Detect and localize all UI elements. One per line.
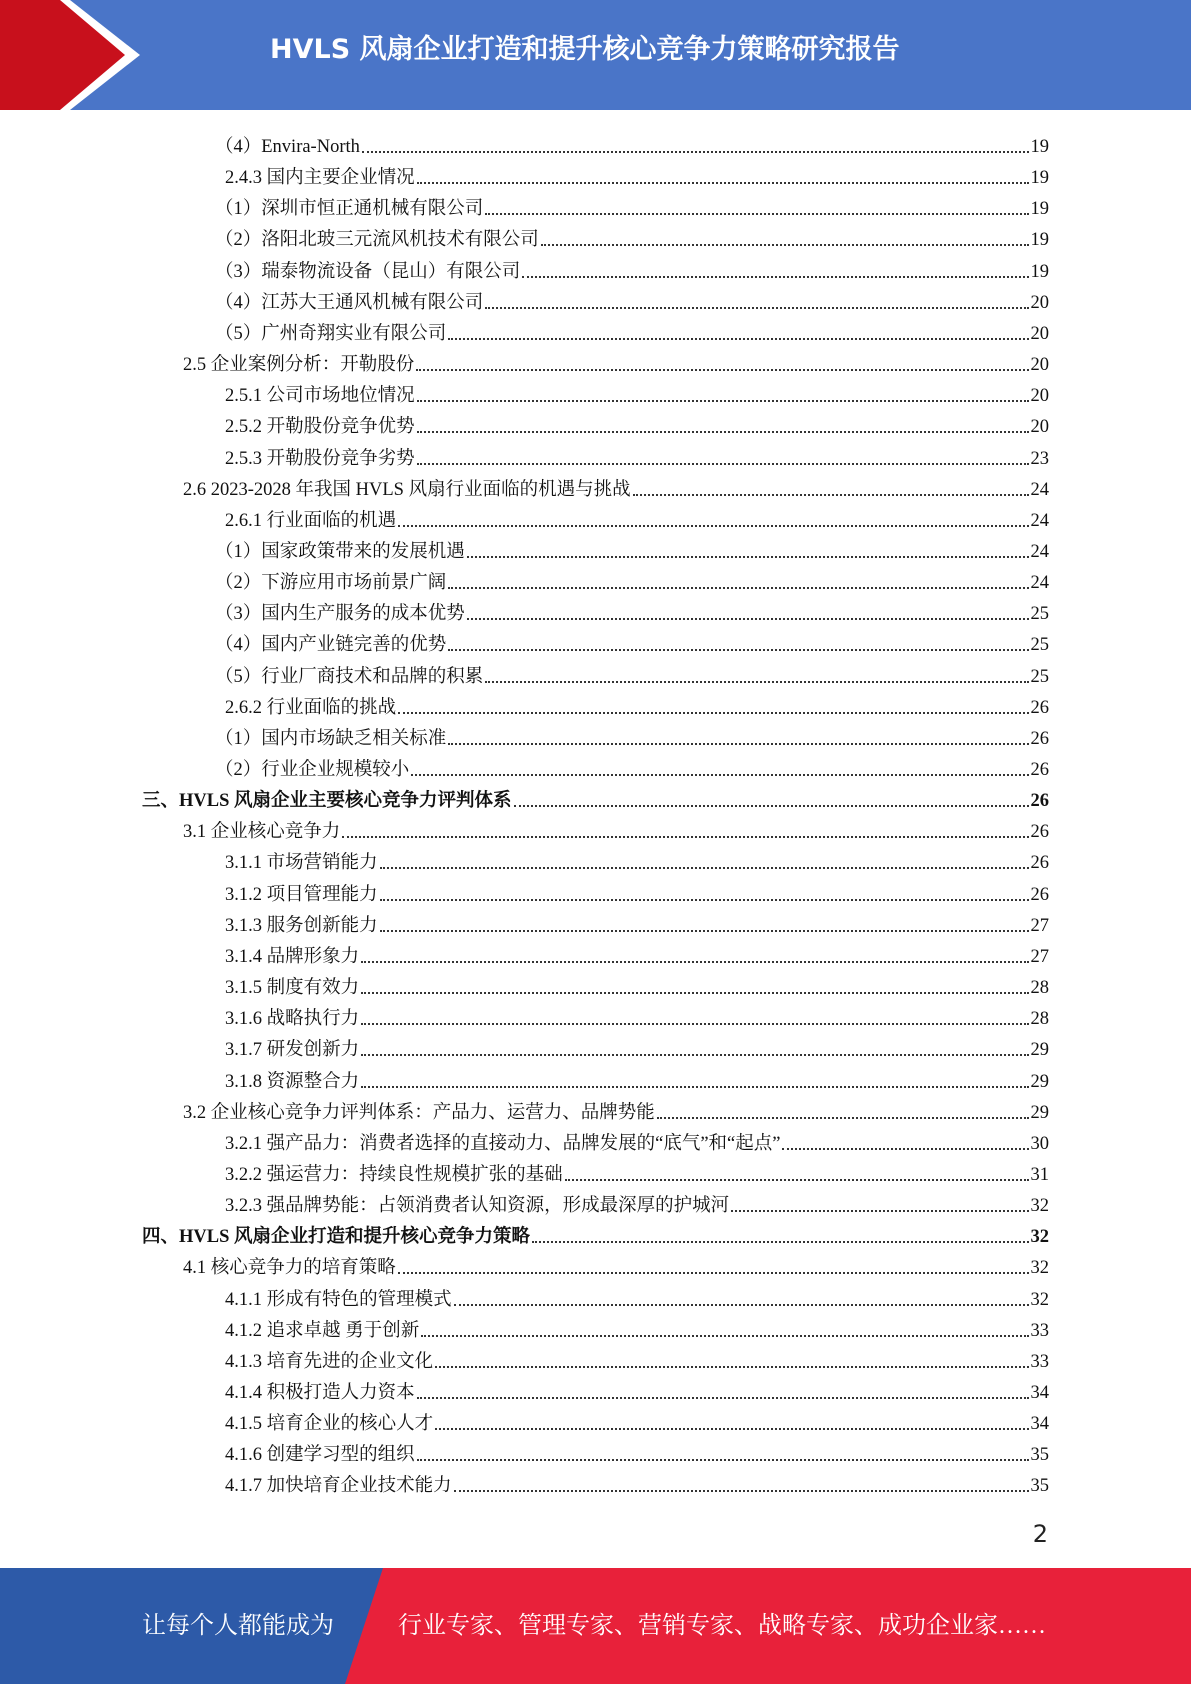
- toc-entry-page: 34: [1030, 1414, 1049, 1435]
- toc-entry-label: 四、HVLS 风扇企业打造和提升核心竞争力策略: [142, 1227, 531, 1248]
- toc-entry[interactable]: [225, 1280, 1049, 1311]
- toc-entry-page: 32: [1030, 1227, 1049, 1248]
- toc-dot-leader: [782, 1148, 1028, 1150]
- toc-entry[interactable]: [225, 501, 1049, 532]
- toc-dot-leader: [467, 618, 1029, 620]
- toc-dot-leader: [398, 525, 1028, 527]
- toc-entry[interactable]: [225, 1342, 1049, 1373]
- toc-dot-leader: [411, 774, 1028, 776]
- toc-dot-leader: [448, 743, 1028, 745]
- toc-entry-label: （1）国内市场缺乏相关标准: [215, 728, 447, 749]
- toc-entry-label: （3）国内生产服务的成本优势: [215, 604, 465, 625]
- toc-dot-leader: [467, 556, 1029, 558]
- toc-entry-label: 3.2.2 强运营力：持续良性规模扩张的基础: [225, 1164, 563, 1185]
- toc-dot-leader: [633, 494, 1029, 496]
- toc-entry-label: 3.1.7 研发创新力: [225, 1040, 360, 1061]
- toc-entry-label: 3.1.3 服务创新能力: [225, 915, 378, 936]
- toc-entry-page: 28: [1030, 1009, 1049, 1030]
- toc-entry-page: 32: [1030, 1289, 1049, 1310]
- report-header: [0, 0, 1191, 110]
- toc-entry[interactable]: [225, 875, 1049, 906]
- toc-entry-page: 24: [1030, 479, 1049, 500]
- page-number: 2: [1032, 1520, 1048, 1548]
- toc-dot-leader: [448, 338, 1028, 340]
- toc-entry-label: 3.1.4 品牌形象力: [225, 946, 360, 967]
- toc-dot-leader: [417, 431, 1029, 433]
- toc-entry-page: 19: [1030, 137, 1049, 157]
- toc-entry-label: （4）江苏大王通风机械有限公司: [215, 292, 484, 313]
- toc-entry-page: 26: [1030, 791, 1049, 812]
- toc-entry-page: 24: [1030, 541, 1049, 562]
- toc-entry[interactable]: [215, 189, 1049, 220]
- toc-entry-label: 2.6 2023-2028 年我国 HVLS 风扇行业面临的机遇与挑战: [183, 479, 631, 500]
- toc-entry-page: 26: [1030, 884, 1049, 905]
- toc-dot-leader: [532, 1241, 1028, 1243]
- toc-entry-page: 34: [1030, 1383, 1049, 1403]
- toc-entry-label: 2.5.1 公司市场地位情况: [225, 386, 415, 407]
- toc-entry[interactable]: [225, 999, 1049, 1030]
- toc-entry[interactable]: [225, 937, 1049, 968]
- toc-entry[interactable]: [225, 1124, 1049, 1155]
- toc-dot-leader: [448, 587, 1028, 589]
- toc-entry-label: 3.1.1 市场营销能力: [225, 853, 378, 874]
- toc-entry-label: （1）国家政策带来的发展机遇: [215, 541, 465, 562]
- toc-entry[interactable]: [215, 625, 1049, 656]
- toc-entry-label: 3.2.3 强品牌势能：占领消费者认知资源，形成最深厚的护城河: [225, 1196, 730, 1217]
- toc-entry-page: 20: [1030, 386, 1049, 407]
- footer-slogan-left: 让每个人都能成为: [142, 1613, 334, 1639]
- toc-dot-leader: [361, 1023, 1028, 1025]
- toc-entry-page: 32: [1030, 1258, 1049, 1279]
- toc-entry-page: 31: [1030, 1164, 1049, 1185]
- toc-entry[interactable]: [225, 1030, 1049, 1061]
- toc-entry[interactable]: [142, 781, 1049, 812]
- toc-entry[interactable]: [225, 968, 1049, 999]
- toc-dot-leader: [417, 1459, 1029, 1461]
- toc-entry-page: 19: [1030, 261, 1049, 282]
- toc-entry-page: 19: [1030, 230, 1049, 251]
- toc-entry-page: 26: [1030, 760, 1049, 780]
- toc-dot-leader: [421, 1335, 1028, 1337]
- toc-entry[interactable]: [225, 1186, 1049, 1217]
- toc-dot-leader: [361, 961, 1028, 963]
- toc-dot-leader: [435, 1366, 1028, 1368]
- toc-entry-page: 28: [1030, 978, 1049, 999]
- toc-entry-label: 3.2 企业核心竞争力评判体系：产品力、运营力、品牌势能: [183, 1102, 655, 1123]
- toc-entry-label: （5）行业厂商技术和品牌的积累: [215, 666, 484, 687]
- toc-dot-leader: [380, 867, 1029, 869]
- toc-dot-leader: [362, 151, 1029, 153]
- toc-dot-leader: [398, 712, 1028, 714]
- toc-entry-label: 4.1.2 追求卓越 勇于创新: [225, 1320, 420, 1341]
- toc-entry-label: （2）下游应用市场前景广阔: [215, 573, 447, 594]
- toc-entry-page: 35: [1030, 1445, 1049, 1466]
- toc-entry-label: （2）行业企业规模较小: [215, 760, 410, 780]
- toc-dot-leader: [454, 1490, 1029, 1492]
- toc-entry[interactable]: [225, 1311, 1049, 1342]
- toc-entry-page: 26: [1030, 697, 1049, 718]
- toc-entry-page: 26: [1030, 822, 1049, 843]
- toc-entry-label: （4）Envira-North: [215, 137, 360, 157]
- toc-entry-page: 26: [1030, 853, 1049, 874]
- toc-entry[interactable]: [225, 376, 1049, 407]
- toc-entry-label: 2.5 企业案例分析：开勒股份: [183, 355, 415, 376]
- toc-dot-leader: [731, 1210, 1028, 1212]
- toc-entry[interactable]: [225, 688, 1049, 719]
- toc-entry-label: 3.2.1 强产品力：消费者选择的直接动力、品牌发展的“底气”和“起点”: [225, 1133, 781, 1154]
- toc-entry-page: 20: [1030, 323, 1049, 344]
- toc-entry[interactable]: [215, 314, 1049, 345]
- toc-dot-leader: [485, 307, 1028, 309]
- toc-entry[interactable]: [225, 1404, 1049, 1435]
- toc-entry-label: 4.1.4 积极打造人力资本: [225, 1383, 415, 1403]
- page-footer: [0, 1568, 1191, 1684]
- toc-entry-page: 33: [1030, 1351, 1049, 1372]
- toc-entry[interactable]: [225, 1062, 1049, 1093]
- toc-entry-label: 4.1.1 形成有特色的管理模式: [225, 1289, 452, 1310]
- toc-entry-label: 2.6.2 行业面临的挑战: [225, 697, 397, 718]
- toc-entry[interactable]: [215, 283, 1049, 314]
- toc-entry[interactable]: [183, 470, 1049, 501]
- toc-entry[interactable]: [215, 563, 1049, 594]
- toc-dot-leader: [342, 836, 1028, 838]
- toc-entry[interactable]: [183, 1248, 1049, 1279]
- toc-entry-page: 25: [1030, 635, 1049, 656]
- toc-entry-label: 2.4.3 国内主要企业情况: [225, 168, 415, 189]
- toc-dot-leader: [398, 1272, 1029, 1274]
- toc-dot-leader: [417, 182, 1029, 184]
- toc-entry-label: 三、HVLS 风扇企业主要核心竞争力评判体系: [142, 791, 512, 812]
- toc-entry-page: 27: [1030, 915, 1049, 936]
- toc-entry[interactable]: [225, 843, 1049, 874]
- toc-entry-label: 4.1.7 加快培育企业技术能力: [225, 1476, 452, 1497]
- toc-dot-leader: [380, 899, 1029, 901]
- toc-dot-leader: [361, 1086, 1028, 1088]
- toc-entry-page: 24: [1030, 510, 1049, 531]
- toc-entry-page: 32: [1030, 1196, 1049, 1217]
- toc-entry[interactable]: [225, 158, 1049, 189]
- toc-dot-leader: [416, 369, 1028, 371]
- toc-entry[interactable]: [215, 719, 1049, 750]
- toc-dot-leader: [514, 805, 1029, 807]
- toc-entry-page: 20: [1030, 355, 1049, 376]
- toc-entry-label: （2）洛阳北玻三元流风机技术有限公司: [215, 230, 539, 251]
- toc-entry-page: 20: [1030, 417, 1049, 438]
- toc-entry[interactable]: [225, 1466, 1049, 1497]
- toc-entry-page: 25: [1030, 666, 1049, 687]
- toc-entry-page: 24: [1030, 573, 1049, 594]
- toc-entry[interactable]: [215, 594, 1049, 625]
- toc-entry-label: 4.1.5 培育企业的核心人才: [225, 1414, 434, 1435]
- toc-entry-page: 29: [1030, 1071, 1049, 1092]
- toc-dot-leader: [485, 213, 1028, 215]
- toc-entry[interactable]: [225, 407, 1049, 438]
- toc-entry-label: （1）深圳市恒正通机械有限公司: [215, 199, 484, 220]
- toc-entry-page: 23: [1030, 448, 1049, 469]
- toc-entry-page: 35: [1030, 1476, 1049, 1497]
- footer-slogan-right: 行业专家、管理专家、营销专家、战略专家、成功企业家……: [398, 1613, 1046, 1639]
- toc-entry[interactable]: [225, 1435, 1049, 1466]
- toc-entry-page: 20: [1030, 292, 1049, 313]
- toc-entry-label: （4）国内产业链完善的优势: [215, 635, 447, 656]
- toc-dot-leader: [657, 1117, 1029, 1119]
- toc-dot-leader: [361, 992, 1028, 994]
- toc-entry[interactable]: [225, 906, 1049, 937]
- toc-dot-leader: [485, 681, 1028, 683]
- toc-entry-label: 4.1 核心竞争力的培育策略: [183, 1258, 396, 1279]
- toc-dot-leader: [522, 276, 1028, 278]
- toc-entry[interactable]: [225, 1155, 1049, 1186]
- report-title: HVLS 风扇企业打造和提升核心竞争力策略研究报告: [270, 34, 900, 65]
- toc-dot-leader: [417, 1397, 1029, 1399]
- toc-entry-label: 3.1.8 资源整合力: [225, 1071, 360, 1092]
- toc-dot-leader: [541, 244, 1029, 246]
- toc-dot-leader: [454, 1304, 1029, 1306]
- toc-entry-page: 26: [1030, 728, 1049, 749]
- toc-dot-leader: [448, 649, 1028, 651]
- toc-entry-label: 2.6.1 行业面临的机遇: [225, 510, 397, 531]
- toc-dot-leader: [435, 1428, 1028, 1430]
- toc-entry-label: 2.5.2 开勒股份竞争优势: [225, 417, 415, 438]
- toc-entry[interactable]: [225, 1373, 1049, 1404]
- toc-entry-page: 19: [1030, 199, 1049, 220]
- toc-entry[interactable]: [183, 345, 1049, 376]
- toc-entry[interactable]: [215, 532, 1049, 563]
- toc-entry-label: 3.1 企业核心竞争力: [183, 822, 341, 843]
- toc-entry[interactable]: [215, 127, 1049, 158]
- toc-entry[interactable]: [225, 439, 1049, 470]
- toc-dot-leader: [417, 400, 1029, 402]
- toc-entry[interactable]: [215, 252, 1049, 283]
- toc-dot-leader: [417, 463, 1029, 465]
- toc-entry-label: 3.1.5 制度有效力: [225, 978, 360, 999]
- toc-entry-page: 25: [1030, 604, 1049, 625]
- toc-entry-label: （3）瑞泰物流设备（昆山）有限公司: [215, 261, 521, 282]
- toc-dot-leader: [380, 930, 1029, 932]
- toc-entry-label: 4.1.6 创建学习型的组织: [225, 1445, 415, 1466]
- toc-entry[interactable]: [215, 657, 1049, 688]
- toc-entry-page: 33: [1030, 1320, 1049, 1341]
- toc-entry[interactable]: [142, 1217, 1049, 1248]
- toc-entry-label: （5）广州奇翔实业有限公司: [215, 323, 447, 344]
- toc-entry-label: 2.5.3 开勒股份竞争劣势: [225, 448, 415, 469]
- toc-dot-leader: [361, 1054, 1028, 1056]
- toc-entry-label: 3.1.2 项目管理能力: [225, 884, 378, 905]
- toc-entry-label: 4.1.3 培育先进的企业文化: [225, 1351, 434, 1372]
- toc-entry-page: 29: [1030, 1040, 1049, 1061]
- toc-entry[interactable]: [183, 1093, 1049, 1124]
- toc-entry-page: 29: [1030, 1102, 1049, 1123]
- toc-entry-label: 3.1.6 战略执行力: [225, 1009, 360, 1030]
- toc-entry[interactable]: [215, 750, 1049, 781]
- toc-entry[interactable]: [183, 812, 1049, 843]
- toc-entry-page: 19: [1030, 168, 1049, 189]
- toc-entry-page: 30: [1030, 1133, 1049, 1154]
- toc-entry[interactable]: [215, 220, 1049, 251]
- toc-entry-page: 27: [1030, 946, 1049, 967]
- toc-dot-leader: [565, 1179, 1029, 1181]
